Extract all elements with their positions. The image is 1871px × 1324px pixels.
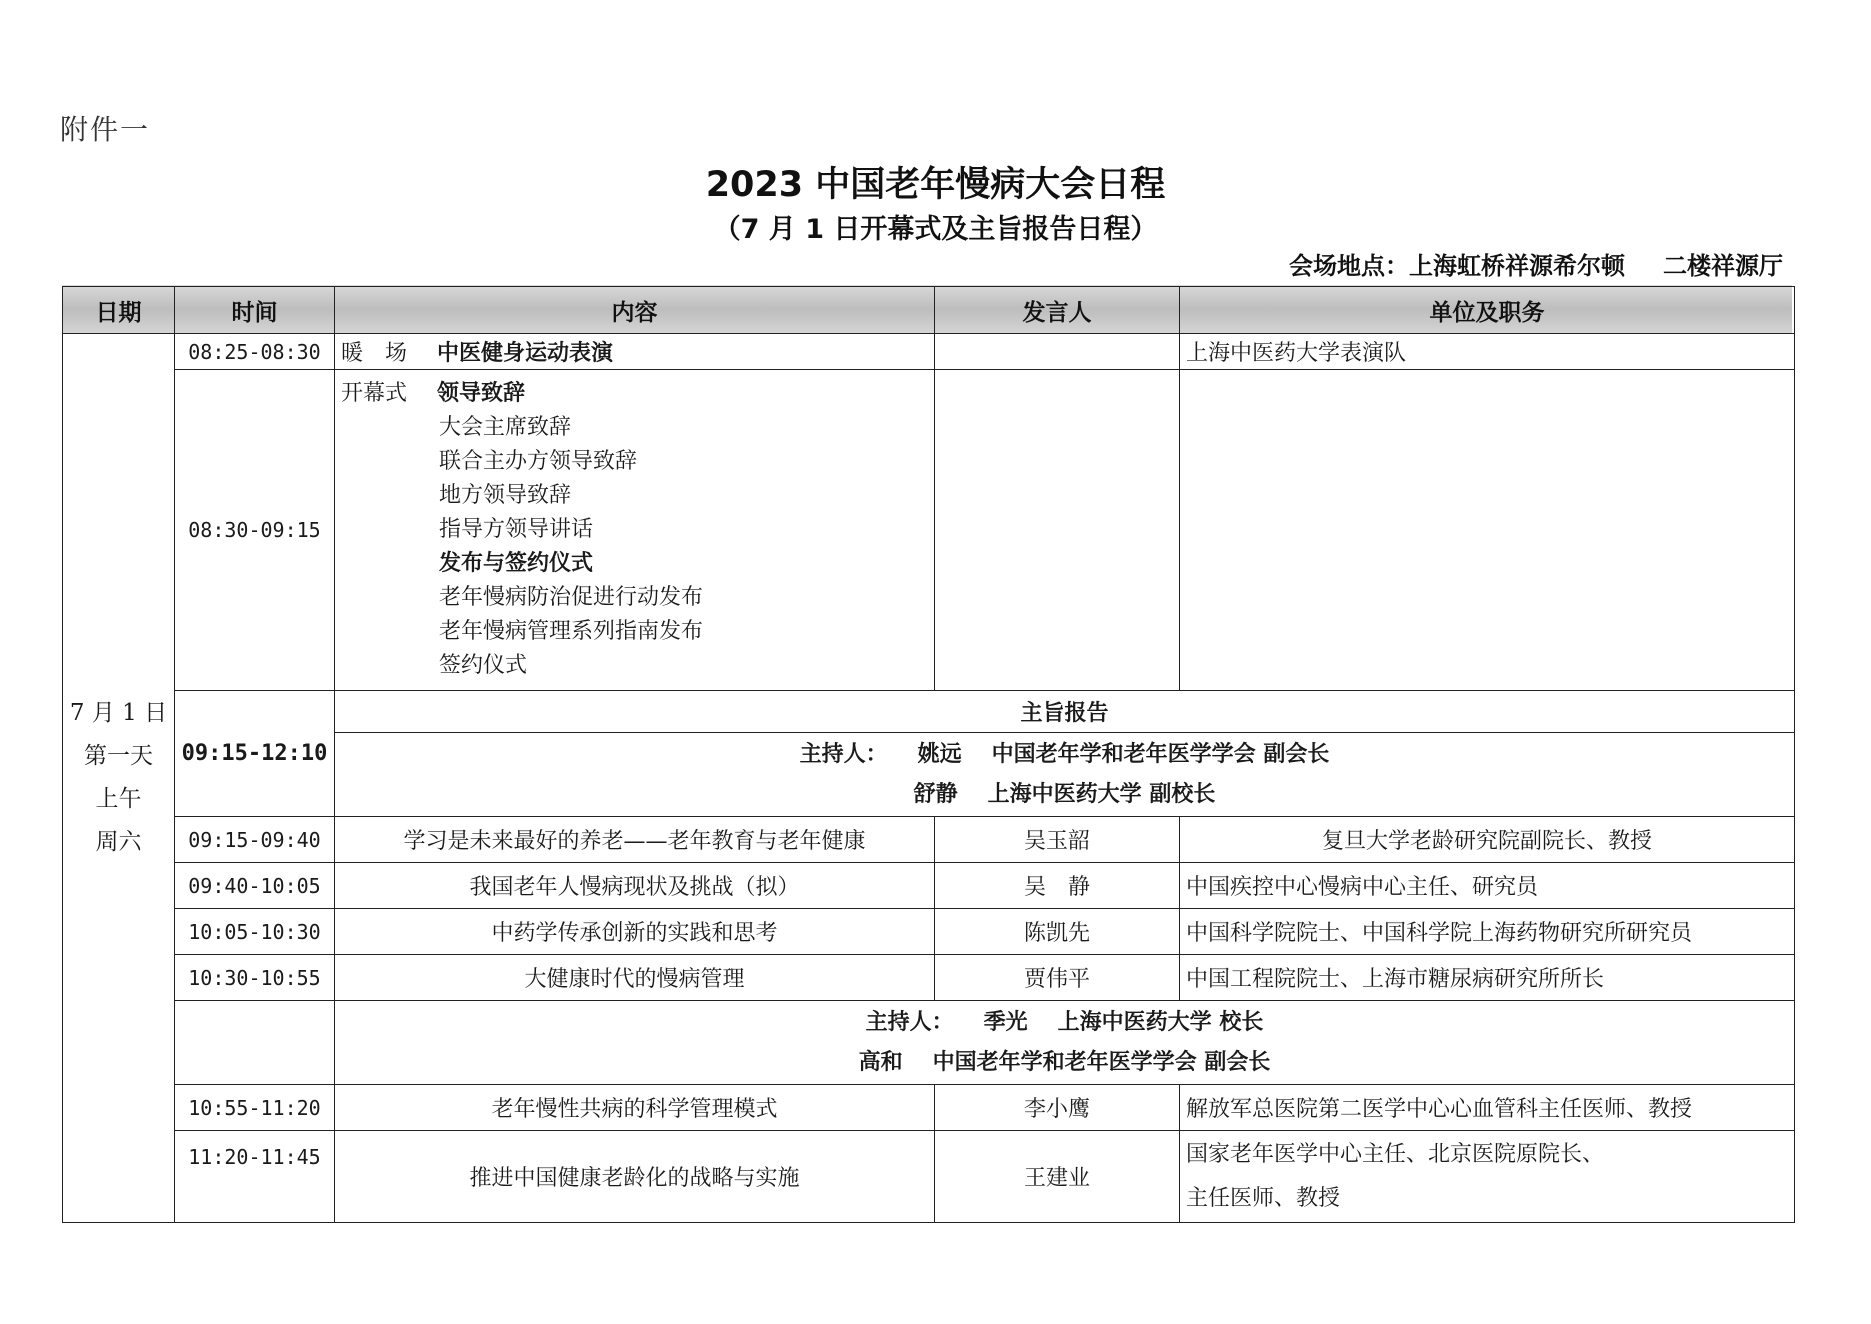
talk-title: 中药学传承创新的实践和思考	[335, 909, 935, 955]
talk-title: 我国老年人慢病现状及挑战（拟）	[335, 863, 935, 909]
opening-speaker	[935, 370, 1180, 691]
talk-affiliation-line-2: 主任医师、教授	[1186, 1185, 1341, 1211]
talk-time: 09:15-09:40	[175, 817, 335, 863]
host-name: 姚远	[917, 741, 962, 767]
date-line-1: 7 月 1 日	[69, 700, 168, 726]
opening-section-2: 发布与签约仪式	[439, 551, 594, 576]
talk-time: 10:05-10:30	[175, 909, 335, 955]
opening-time: 08:30-09:15	[175, 370, 335, 691]
host-title: 中国老年学和老年医学学会 副会长	[991, 741, 1330, 767]
talk-speaker: 王建业	[935, 1131, 1180, 1223]
talk-affiliation: 中国疾控中心慢病中心主任、研究员	[1180, 863, 1795, 909]
talk-speaker: 李小鹰	[935, 1085, 1180, 1131]
table-row	[63, 1085, 1795, 1131]
talk-affiliation: 中国工程院院士、上海市糖尿病研究所所长	[1180, 955, 1795, 1001]
page-subtitle: （7 月 1 日开幕式及主旨报告日程）	[713, 214, 1158, 245]
header-affiliation: 单位及职务	[1180, 287, 1795, 334]
host-label: 主持人：	[865, 1009, 954, 1035]
table-row	[63, 1131, 1795, 1223]
host-title: 上海中医药大学 校长	[1057, 1009, 1264, 1035]
date-cell	[63, 334, 175, 1223]
warmup-content	[335, 334, 935, 370]
host-title: 上海中医药大学 副校长	[987, 781, 1216, 807]
header-row	[63, 287, 1795, 334]
talk-speaker: 陈凯先	[935, 909, 1180, 955]
venue-hall: 二楼祥源厅	[1663, 252, 1783, 280]
opening-item: 大会主席致辞	[439, 415, 572, 440]
date-line-4: 周六	[95, 829, 142, 855]
page-title: 2023 中国老年慢病大会日程	[705, 165, 1166, 205]
table-row-opening	[63, 370, 1795, 691]
date-line-3: 上午	[95, 786, 142, 812]
host-name: 季光	[983, 1009, 1028, 1035]
warmup-time: 08:25-08:30	[175, 334, 335, 370]
opening-item: 地方领导致辞	[439, 483, 572, 508]
table-row	[63, 955, 1795, 1001]
header-date: 日期	[63, 287, 175, 334]
keynote-title: 主旨报告	[335, 691, 1795, 733]
opening-content	[335, 370, 935, 691]
opening-prefix: 开幕式	[341, 381, 408, 406]
talk-speaker: 贾伟平	[935, 955, 1180, 1001]
talk-title: 老年慢性共病的科学管理模式	[335, 1085, 935, 1131]
talk-title: 推进中国健康老龄化的战略与实施	[335, 1131, 935, 1223]
warmup-prefix: 暖 场	[341, 341, 408, 366]
table-row-warmup	[63, 334, 1795, 370]
host-title: 中国老年学和老年医学学会 副会长	[932, 1049, 1271, 1075]
talk-title: 大健康时代的慢病管理	[335, 955, 935, 1001]
annex-label: 附件一	[60, 113, 151, 146]
talk-title: 学习是未来最好的养老——老年教育与老年健康	[335, 817, 935, 863]
hosts-block-2	[335, 1001, 1795, 1085]
date-line-2: 第一天	[84, 743, 153, 769]
talk-time: 09:40-10:05	[175, 863, 335, 909]
talk-affiliation-line-1: 国家老年医学中心主任、北京医院原院长、	[1186, 1141, 1605, 1167]
opening-item: 联合主办方领导致辞	[439, 449, 638, 474]
table-row-hosts-2	[63, 1001, 1795, 1085]
talk-affiliation: 解放军总医院第二医学中心心血管科主任医师、教授	[1180, 1085, 1795, 1131]
talk-affiliation: 中国科学院院士、中国科学院上海药物研究所研究员	[1180, 909, 1795, 955]
opening-section-1: 领导致辞	[437, 381, 526, 406]
host-name: 舒静	[913, 781, 958, 807]
talk-time: 10:30-10:55	[175, 955, 335, 1001]
header-speaker: 发言人	[935, 287, 1180, 334]
warmup-speaker	[935, 334, 1180, 370]
opening-item: 老年慢病管理系列指南发布	[439, 619, 704, 644]
opening-item: 老年慢病防治促进行动发布	[439, 585, 704, 610]
talk-affiliation	[1180, 1131, 1795, 1223]
venue-label: 会场地点：上海虹桥祥源希尔顿	[1289, 252, 1625, 280]
warmup-title: 中医健身运动表演	[437, 341, 614, 366]
opening-item: 指导方领导讲话	[439, 517, 594, 542]
host-label: 主持人：	[799, 741, 888, 767]
talk-speaker: 吴 静	[935, 863, 1180, 909]
schedule-table	[62, 286, 1795, 1223]
warmup-affiliation: 上海中医药大学表演队	[1180, 334, 1795, 370]
table-row	[63, 863, 1795, 909]
hosts-block-1	[335, 733, 1795, 817]
host-name: 高和	[858, 1049, 903, 1075]
venue-line	[1289, 246, 1783, 281]
hosts-2-time	[175, 1001, 335, 1085]
table-row	[63, 817, 1795, 863]
talk-speaker: 吴玉韶	[935, 817, 1180, 863]
header-time: 时间	[175, 287, 335, 334]
opening-affiliation	[1180, 370, 1795, 691]
talk-time: 11:20-11:45	[175, 1131, 335, 1223]
header-content: 内容	[335, 287, 935, 334]
talk-time: 10:55-11:20	[175, 1085, 335, 1131]
keynote-time: 09:15-12:10	[175, 691, 335, 817]
table-row-keynote	[63, 691, 1795, 733]
table-row	[63, 909, 1795, 955]
talk-affiliation: 复旦大学老龄研究院副院长、教授	[1180, 817, 1795, 863]
opening-item: 签约仪式	[439, 653, 528, 678]
